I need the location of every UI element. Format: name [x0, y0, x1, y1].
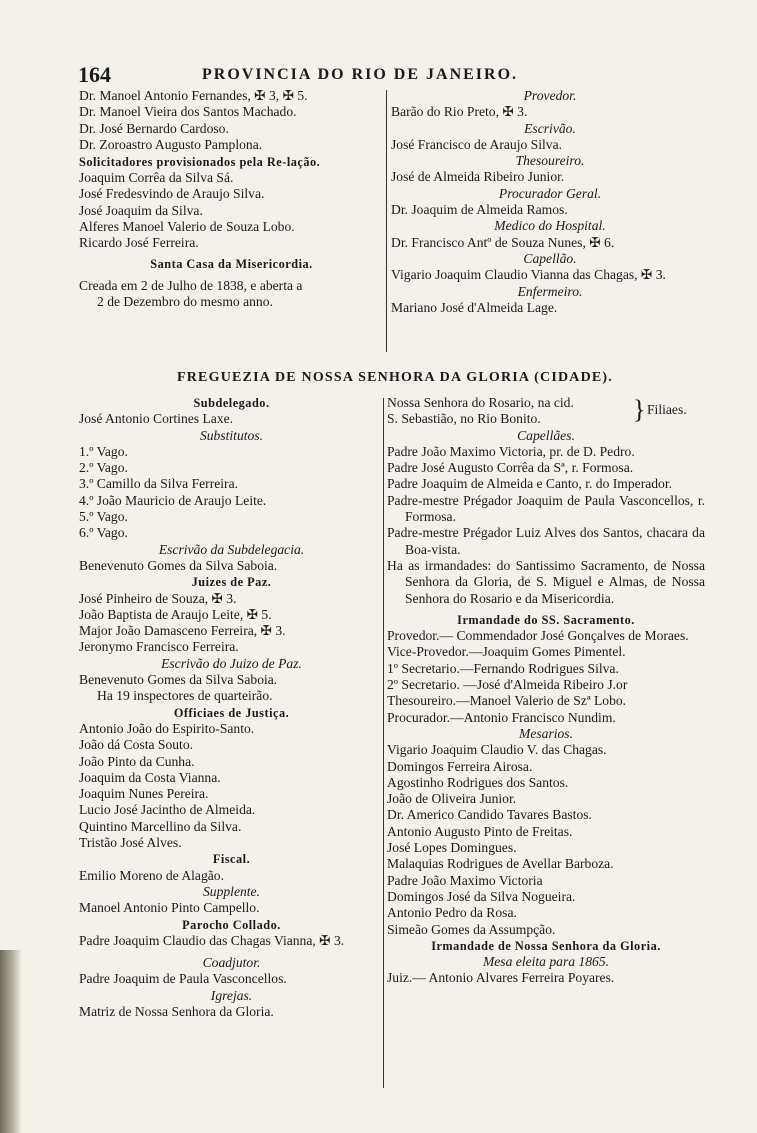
left-bottom-column [79, 395, 384, 1020]
section-heading-gloria: Irmandade de Nossa Senhora da Gloria. [431, 938, 661, 953]
list-item: Padre José Augusto Corrêa da Sª, r. Formosa. [387, 460, 634, 476]
list-item: Dr. Joaquim de Almeida Ramos. [391, 202, 568, 218]
list-item: Dr. Manoel Vieira dos Santos Machado. [79, 104, 297, 120]
list-item: Joaquim da Costa Vianna. [79, 769, 221, 785]
list-item: Antonio João do Espirito-Santo. [79, 720, 255, 736]
list-item: Quintino Marcellino da Silva. [79, 818, 242, 834]
list-item: José de Almeida Ribeiro Junior. [391, 169, 565, 185]
list-item: 6.º Vago. [79, 525, 128, 541]
paragraph: 2 de Dezembro do mesmo anno. [97, 294, 273, 310]
section-heading-parocho: Parocho Collado. [182, 917, 281, 932]
list-item: Padre João Maximo Victoria [387, 872, 543, 888]
list-item: S. Sebastião, no Rio Bonito. [387, 411, 541, 427]
section-heading-solicitadores: Solicitadores provisionados pela Re-lação. [79, 155, 321, 170]
list-item: Dr. Francisco Antº de Souza Nunes, ✠ 6. [391, 234, 615, 250]
list-item: José Pinheiro de Souza, ✠ 3. [79, 590, 237, 606]
page-header [78, 62, 706, 88]
left-top-column [79, 88, 384, 311]
right-bottom-column [387, 395, 705, 987]
role-label: Substitutos. [199, 427, 264, 443]
list-item: Procurador.—Antonio Francisco Nundim. [387, 709, 616, 725]
page-title: PROVINCIA DO RIO DE JANEIRO. [202, 66, 519, 83]
list-item: Padre João Maximo Victoria, pr. de D. Pedro. [387, 443, 635, 459]
list-item: Padre-mestre Prégador Luiz Alves dos Santos, chacara da Boa-vista. [387, 525, 705, 557]
role-label: Enfermeiro. [517, 283, 583, 299]
list-item: José Antonio Cortines Laxe. [79, 411, 234, 427]
role-label: Medico do Hospital. [494, 218, 606, 234]
filiaes-label: Filiaes. [647, 402, 687, 417]
section-heading-juizes: Juizes de Paz. [191, 575, 272, 590]
list-item: Antonio Pedro da Rosa. [387, 905, 517, 921]
list-item: Domingos Ferreira Airosa. [387, 758, 533, 774]
list-item: 2.º Vago. [79, 460, 128, 476]
list-item: Antonio Augusto Pinto de Freitas. [387, 823, 573, 839]
role-label: Mesa eleita para 1865. [482, 954, 610, 970]
list-item: Vice-Provedor.—Joaquim Gomes Pimentel. [387, 644, 626, 660]
list-item: 3.º Camillo da Silva Ferreira. [79, 476, 238, 492]
list-item: Barão do Rio Preto, ✠ 3. [391, 104, 528, 120]
list-item: 4.º João Mauricio de Araujo Leite. [79, 492, 267, 508]
role-label: Escrivão do Juizo de Paz. [161, 655, 302, 671]
page-number: 164 [78, 62, 111, 87]
role-label: Mesarios. [519, 725, 573, 741]
list-item: Benevenuto Gomes da Silva Saboia. [79, 557, 278, 573]
list-item: Benevenuto Gomes da Silva Saboia. [79, 672, 278, 688]
list-item: Simeão Gomes da Assumpção. [387, 921, 556, 937]
role-label: Coadjutor. [202, 955, 261, 971]
role-label: Thesoureiro. [515, 153, 585, 169]
filiaes-group [387, 395, 705, 428]
list-item: Lucio José Jacintho de Almeida. [79, 802, 256, 818]
paragraph: Ha 19 inspectores de quarteirão. [97, 688, 273, 704]
list-item: Emilio Moreno de Alagão. [79, 867, 224, 883]
list-item: Joaquim Corrêa da Silva Sá. [79, 170, 234, 186]
list-item: José Joaquim da Silva. [79, 202, 203, 218]
section-heading-subdelegado: Subdelegado. [193, 396, 270, 410]
role-label: Capellão. [523, 250, 577, 266]
list-item: Manoel Antonio Pinto Campello. [79, 900, 260, 916]
list-item: Padre Joaquim de Paula Vasconcellos. [79, 971, 287, 987]
list-item: 1.º Vago. [79, 443, 128, 459]
list-item: 5.º Vago. [79, 509, 128, 525]
list-item: Provedor.— Commendador José Gonçalves de Moraes. [387, 628, 689, 644]
list-item: 1º Secretario.—Fernando Rodrigues Silva. [387, 660, 619, 676]
brace-icon: } [633, 395, 646, 424]
role-label: Escrivão da Subdelegacia. [158, 541, 305, 557]
section-heading-officiaes: Officiaes de Justiça. [173, 705, 290, 720]
list-item: José Francisco de Araujo Silva. [391, 136, 563, 152]
list-item: João de Oliveira Junior. [387, 791, 517, 807]
list-item: José Fredesvindo de Araujo Silva. [79, 186, 265, 202]
section-heading-fiscal: Fiscal. [212, 852, 251, 867]
role-label: Igrejas. [210, 987, 253, 1003]
list-item: Matriz de Nossa Senhora da Gloria. [79, 1003, 274, 1019]
role-label: Procurador Geral. [498, 185, 602, 201]
list-item: João Pinto da Cunha. [79, 753, 195, 769]
section-title-freguezia: FREGUEZIA DE NOSSA SENHORA DA GLORIA (CIDADE). [177, 370, 613, 385]
list-item: Agostinho Rodrigues dos Santos. [387, 774, 569, 790]
list-item: Alferes Manoel Valerio de Souza Lobo. [79, 219, 295, 235]
list-item: 2º Secretario. —José d'Almeida Ribeiro J.or [387, 677, 628, 693]
list-item: Vigario Joaquim Claudio V. das Chagas. [387, 742, 607, 758]
paragraph: Creada em 2 de Julho de 1838, e aberta a [79, 277, 303, 293]
list-item: Padre-mestre Prégador Joaquim de Paula Vasconcellos, r. Formosa. [387, 492, 705, 525]
role-label: Escrivão. [524, 120, 576, 136]
section-heading-santa-casa: Santa Casa da Misericordia. [150, 256, 313, 271]
list-item: Padre Joaquim de Almeida e Canto, r. do Imperador. [387, 476, 673, 492]
list-item: Mariano José d'Almeida Lage. [391, 299, 558, 315]
role-label: Supplente. [202, 883, 260, 899]
list-item: João Baptista de Araujo Leite, ✠ 5. [79, 606, 272, 622]
list-item: Nossa Senhora do Rosario, na cid. [387, 395, 574, 410]
list-item: Dr. José Bernardo Cardoso. [79, 120, 229, 136]
section-heading-ss-sacramento: Irmandade do SS. Sacramento. [457, 612, 635, 627]
role-label: Capellães. [517, 427, 575, 443]
list-item: Domingos José da Silva Nogueira. [387, 888, 576, 904]
list-item: Padre Joaquim Claudio das Chagas Vianna, ✠ 3. [79, 932, 345, 948]
list-item: José Lopes Domingues. [387, 840, 517, 856]
list-item: Tristão José Alves. [79, 835, 182, 851]
list-item: Malaquias Rodrigues de Avellar Barboza. [387, 856, 614, 872]
list-item: Joaquim Nunes Pereira. [79, 786, 209, 802]
list-item: Major João Damasceno Ferreira, ✠ 3. [79, 623, 286, 639]
role-label: Provedor. [523, 88, 577, 103]
list-item: Dr. Americo Candido Tavares Bastos. [387, 807, 592, 823]
list-item: Jeronymo Francisco Ferreira. [79, 639, 239, 655]
page-edge-shadow [0, 950, 22, 1133]
list-item: Thesoureiro.—Manoel Valerio de Szª Lobo. [387, 693, 627, 709]
paragraph: Ha as irmandades: do Santissimo Sacramento, de Nossa Senhora da Gloria, de S. Miguel e Almas, de Nossa Senhora do Rosario e da Misericordia. [387, 557, 705, 606]
right-top-column [391, 88, 709, 316]
list-item: Juiz.— Antonio Alvares Ferreira Poyares. [387, 970, 615, 986]
list-item: João dá Costa Souto. [79, 737, 194, 753]
list-item: Vigario Joaquim Claudio Vianna das Chagas, ✠ 3. [391, 267, 666, 283]
list-item: Dr. Zoroastro Augusto Pamplona. [79, 136, 263, 152]
list-item: Ricardo José Ferreira. [79, 235, 199, 251]
column-rule-top [386, 90, 387, 352]
list-item: Dr. Manoel Antonio Fernandes, ✠ 3, ✠ 5. [79, 88, 308, 103]
